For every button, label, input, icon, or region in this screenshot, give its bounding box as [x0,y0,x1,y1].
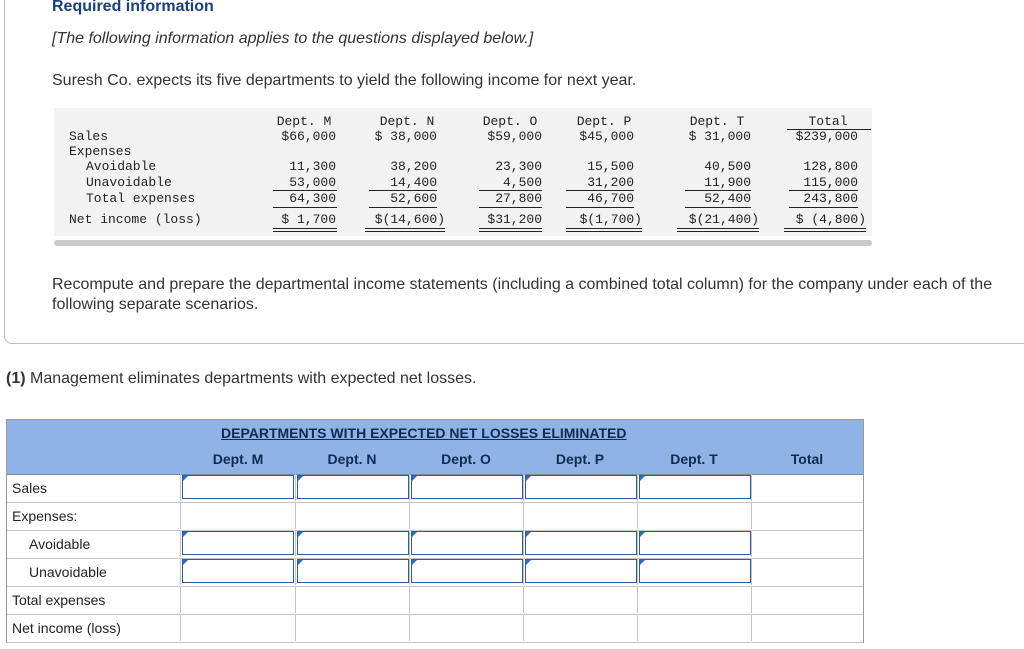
input-unavoidable-dept-m[interactable] [182,559,294,583]
required-information-title: Required information [52,0,214,15]
answer-row-label-sales: Sales [12,480,48,496]
input-avoidable-dept-n[interactable] [297,531,409,555]
cell-total-expenses-m: 64,300 [289,191,336,206]
answer-row-avoidable [7,530,863,559]
answer-row-sales [7,474,863,503]
cell-unavoidable-o: 4,500 [502,175,542,190]
col-header-dept-p: Dept. P [576,114,632,129]
cell-sales-p: $45,000 [579,129,634,144]
cell-unavoidable-total: 115,000 [803,175,858,190]
input-unavoidable-dept-o[interactable] [411,559,523,583]
cell-avoidable-p: 15,500 [587,159,634,174]
cell-avoidable-t: 40,500 [704,159,751,174]
cell-sales-total: $239,000 [795,129,858,144]
row-label-net-income: Net income (loss) [69,212,202,227]
input-sales-dept-n[interactable] [297,475,409,499]
row-label-avoidable: Avoidable [86,159,157,174]
input-sales-dept-m[interactable] [182,475,294,499]
input-unavoidable-dept-p[interactable] [525,559,637,583]
cell-sales-t: $ 31,000 [688,129,751,144]
row-label-expenses: Expenses [69,144,132,159]
col-header-dept-n: Dept. N [379,114,435,129]
cell-total-expenses-n: 52,600 [390,191,437,206]
intro-text: Suresh Co. expects its five departments to yield the following income for next year. [52,72,637,89]
cell-total-expenses-total: 243,800 [803,191,858,206]
cell-net-income-total: $ (4,800) [795,212,866,227]
row-label-sales: Sales [69,129,109,144]
question-number: (1) [6,370,26,387]
input-unavoidable-dept-t[interactable] [639,559,751,583]
cell-net-income-t: $(21,400) [688,212,759,227]
input-avoidable-dept-p[interactable] [525,531,637,555]
cell-unavoidable-m: 53,000 [289,175,336,190]
answer-row-total-expenses [7,586,863,615]
answer-col-dept-m: Dept. M [212,451,264,467]
cell-total-expenses-t: 52,400 [704,191,751,206]
input-avoidable-dept-t[interactable] [639,531,751,555]
answer-table-header-row [7,446,863,475]
cell-avoidable-m: 11,300 [289,159,336,174]
cell-net-income-o: $31,200 [487,212,542,227]
answer-col-dept-n: Dept. N [327,451,377,467]
answer-col-dept-p: Dept. P [555,451,605,467]
cell-sales-n: $ 38,000 [374,129,437,144]
input-avoidable-dept-o[interactable] [411,531,523,555]
answer-col-dept-t: Dept. T [670,451,718,467]
question-text: Management eliminates departments with expected net losses. [25,370,477,387]
col-header-dept-t: Dept. T [689,114,745,129]
question-1-prompt [6,370,476,388]
row-label-total-expenses: Total expenses [86,191,196,206]
horizontal-scrollbar[interactable] [54,240,872,246]
answer-col-total: Total [790,451,824,467]
input-unavoidable-dept-n[interactable] [297,559,409,583]
answer-table-title-row [7,420,863,446]
answer-row-label-avoidable: Avoidable [29,536,91,552]
recompute-instructions: Recompute and prepare the departmental income statements (including a combined total column) for the company under each of the following separate scenarios. [52,276,993,313]
cell-unavoidable-p: 31,200 [587,175,634,190]
col-header-total: Total [808,114,848,129]
cell-total-expenses-p: 46,700 [587,191,634,206]
answer-row-unavoidable [7,558,863,587]
cell-total-expenses-o: 27,800 [495,191,542,206]
row-label-unavoidable: Unavoidable [86,175,172,190]
answer-row-label-total-expenses: Total expenses [12,592,106,608]
income-data-table [54,108,872,236]
answer-row-label-net-income: Net income (loss) [12,620,121,636]
answer-table-title: DEPARTMENTS WITH EXPECTED NET LOSSES ELIMINATED [221,425,627,441]
cell-avoidable-o: 23,300 [495,159,542,174]
answer-col-dept-o: Dept. O [441,451,491,467]
answer-table [6,419,864,643]
input-avoidable-dept-m[interactable] [182,531,294,555]
answer-row-expenses [7,502,863,531]
cell-avoidable-n: 38,200 [390,159,437,174]
input-sales-dept-o[interactable] [411,475,523,499]
cell-sales-o: $59,000 [487,129,542,144]
input-sales-dept-p[interactable] [525,475,637,499]
cell-net-income-n: $(14,600) [374,212,445,227]
cell-avoidable-total: 128,800 [803,159,858,174]
input-sales-dept-t[interactable] [639,475,751,499]
cell-net-income-m: $ 1,700 [281,212,336,227]
answer-row-label-expenses: Expenses: [12,508,78,524]
cell-net-income-p: $(1,700) [579,212,642,227]
instruction-note: [The following information applies to the questions displayed below.] [52,30,534,47]
cell-sales-m: $66,000 [281,129,336,144]
answer-row-label-unavoidable: Unavoidable [29,564,107,580]
cell-unavoidable-n: 14,400 [390,175,437,190]
answer-row-net-income [7,614,863,643]
cell-sales-total-output [751,474,864,501]
cell-unavoidable-t: 11,900 [704,175,751,190]
col-header-dept-m: Dept. M [276,114,332,129]
col-header-dept-o: Dept. O [482,114,538,129]
